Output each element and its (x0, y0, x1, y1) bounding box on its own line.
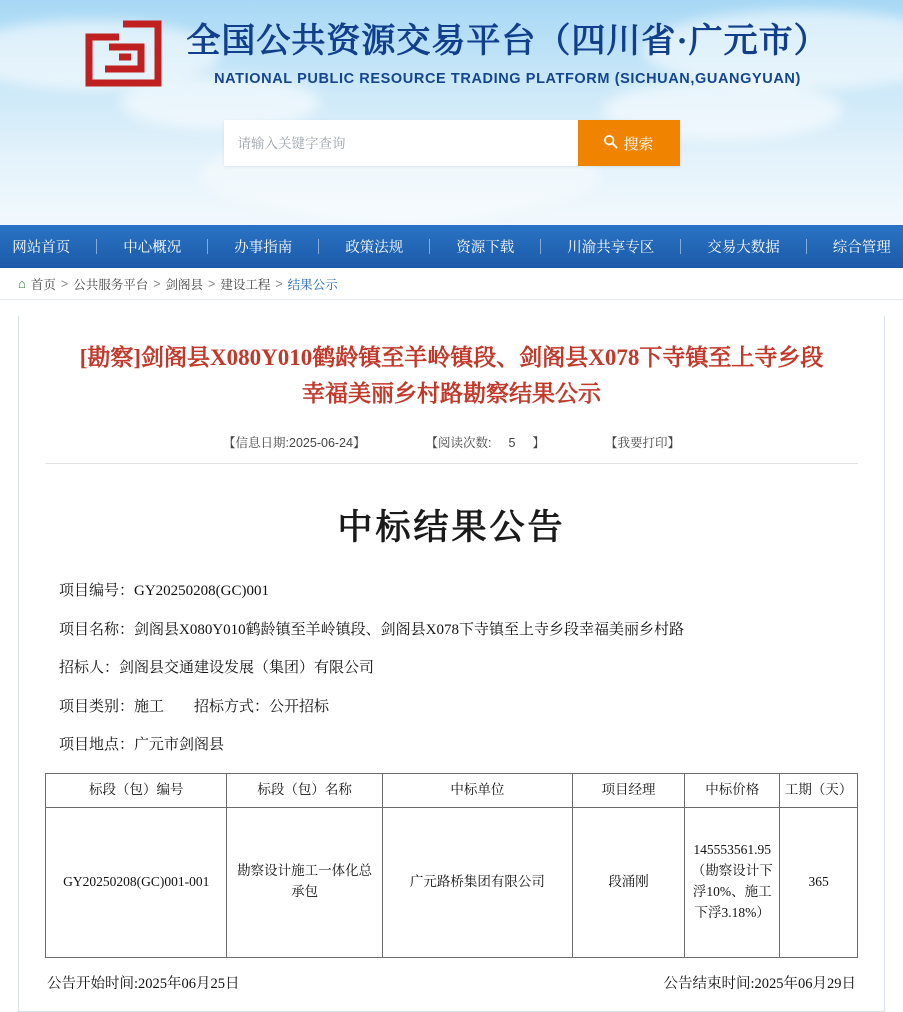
search-area (0, 120, 903, 166)
field-project-no (59, 580, 844, 603)
nav-item-4[interactable]: 资源下载 (456, 240, 515, 256)
breadcrumb-item-0[interactable]: 首页 (30, 277, 56, 292)
table-header-row (46, 773, 858, 807)
home-icon: ⌂ (18, 276, 26, 291)
cell-price: 145553561.95（勘察设计下浮10%、施工下浮3.18%） (685, 807, 780, 957)
th-winner: 中标单位 (382, 773, 572, 807)
page-title: [勘察]剑阁县X080Y010鹤龄镇至羊岭镇段、剑阁县X078下寺镇至上寺乡段幸福美丽乡村路勘察结果公示 (79, 345, 824, 406)
announcement-dates (45, 972, 858, 1001)
field-label-2: 招标方式： (194, 698, 270, 715)
views-close: 】 (532, 436, 545, 451)
platform-logo-icon (74, 14, 170, 94)
nav-item-2[interactable]: 办事指南 (234, 240, 293, 256)
document-heading: 中标结果公告 (337, 508, 566, 548)
view-count-group (425, 433, 544, 451)
breadcrumb-separator: > (208, 276, 216, 291)
field-label: 项目地点： (59, 737, 135, 754)
cell-bid-no: GY20250208(GC)001-001 (46, 807, 227, 957)
article-card (18, 316, 885, 1012)
nav-item-6[interactable]: 交易大数据 (707, 240, 780, 256)
breadcrumb-item-1[interactable]: 公共服务平台 (73, 277, 149, 292)
print-button[interactable]: 【我要打印】 (604, 436, 680, 451)
cell-duration: 365 (780, 807, 858, 957)
search-button[interactable] (578, 120, 680, 166)
field-value: 施工 (134, 698, 165, 715)
search-icon (603, 134, 618, 153)
breadcrumb-separator: > (275, 276, 283, 291)
info-date: 【信息日期:2025-06-24】 (223, 436, 366, 451)
field-location (59, 734, 844, 757)
field-label: 项目名称： (59, 621, 135, 638)
field-label: 项目类别： (59, 698, 135, 715)
breadcrumb-item-3[interactable]: 建设工程 (220, 277, 271, 292)
result-table (45, 773, 858, 958)
field-value: 广元市剑阁县 (134, 737, 225, 754)
field-value: GY20250208(GC)001 (134, 583, 270, 600)
views-label: 【阅读次数: (425, 436, 492, 451)
th-manager: 项目经理 (572, 773, 684, 807)
breadcrumb (0, 268, 903, 300)
table-row (46, 807, 858, 957)
field-label: 项目编号： (59, 583, 135, 600)
main-navigation (0, 225, 903, 268)
views-count: 5 (508, 436, 516, 451)
field-project-name (59, 619, 844, 642)
brand-title-cn: 全国公共资源交易平台（四川省·广元市） (186, 22, 829, 60)
brand-title-en: NATIONAL PUBLIC RESOURCE TRADING PLATFORM (SICHUAN,GUANGYUAN) (214, 71, 801, 88)
cell-manager: 段涌刚 (572, 807, 684, 957)
search-box[interactable] (224, 120, 680, 166)
breadcrumb-item-4[interactable]: 结果公示 (287, 277, 338, 292)
th-price: 中标价格 (685, 773, 780, 807)
field-value: 剑阁县X080Y010鹤龄镇至羊岭镇段、剑阁县X078下寺镇至上寺乡段幸福美丽乡村路 (134, 621, 685, 638)
cell-bid-name: 勘察设计施工一体化总承包 (227, 807, 382, 957)
field-tenderer (59, 657, 844, 680)
article-meta (45, 433, 858, 464)
search-button-label: 搜索 (623, 135, 654, 153)
site-brand (0, 0, 903, 94)
nav-item-0[interactable]: 网站首页 (12, 240, 71, 256)
nav-item-5[interactable]: 川渝共享专区 (567, 240, 655, 256)
nav-item-7[interactable]: 综合管理 (832, 240, 891, 256)
breadcrumb-separator: > (60, 276, 69, 291)
site-banner (0, 0, 903, 225)
search-input[interactable] (224, 120, 578, 166)
field-value-2: 公开招标 (269, 698, 330, 715)
content-wrapper (0, 300, 903, 1012)
breadcrumb-separator: > (153, 276, 161, 291)
field-value: 剑阁县交通建设发展（集团）有限公司 (119, 660, 375, 677)
field-label: 招标人： (59, 660, 120, 677)
project-fields (45, 580, 858, 757)
breadcrumb-item-2[interactable]: 剑阁县 (165, 277, 204, 292)
th-bid-no: 标段（包）编号 (46, 773, 227, 807)
start-time: 公告开始时间:2025年06月25日 (47, 975, 240, 992)
cell-winner: 广元路桥集团有限公司 (382, 807, 572, 957)
th-duration: 工期（天） (780, 773, 858, 807)
nav-item-3[interactable]: 政策法规 (345, 240, 404, 256)
end-time: 公告结束时间:2025年06月29日 (663, 975, 856, 992)
nav-item-1[interactable]: 中心概况 (123, 240, 182, 256)
th-bid-name: 标段（包）名称 (227, 773, 382, 807)
field-project-type (59, 696, 844, 719)
